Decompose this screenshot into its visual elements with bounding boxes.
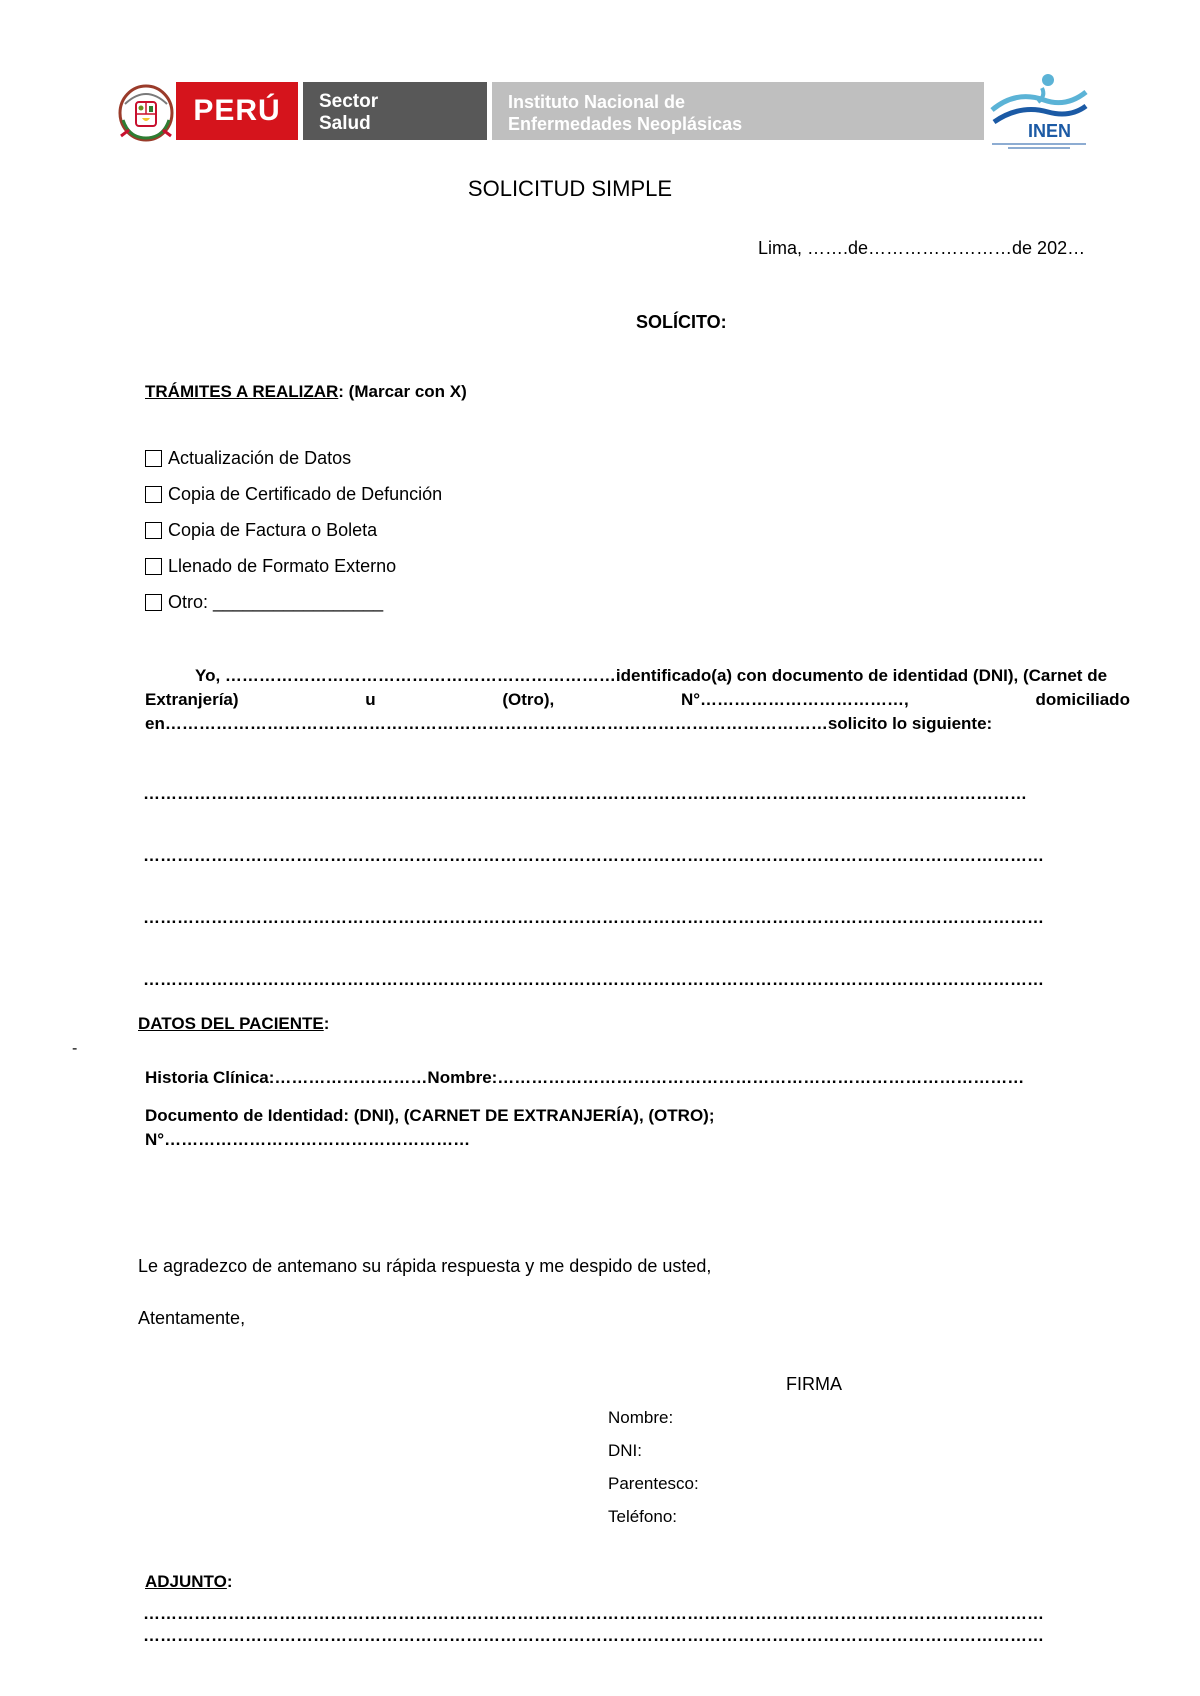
- option-otro[interactable]: [145, 592, 383, 613]
- option-certificado[interactable]: [145, 484, 442, 505]
- request-word: u: [365, 690, 376, 709]
- option-actualizacion[interactable]: [145, 448, 351, 469]
- adjunto-line[interactable]: ……………………………………………………………………………………………………………………………………………: [143, 1626, 1044, 1645]
- adjunto-suffix: :: [226, 1572, 233, 1591]
- inen-logo-text: INEN: [1028, 121, 1072, 141]
- request-word: Extranjería): [145, 690, 239, 709]
- tramites-label: TRÁMITES A REALIZAR: [145, 382, 339, 401]
- peru-label: PERÚ: [193, 94, 281, 127]
- option-factura[interactable]: [145, 520, 377, 541]
- checkbox[interactable]: [145, 486, 162, 503]
- checkbox[interactable]: [145, 594, 162, 611]
- adjunto-heading: [145, 1572, 233, 1592]
- datos-label: DATOS DEL PACIENTE: [138, 1014, 324, 1033]
- closing-text: Le agradezco de antemano su rápida respuesta y me despido de usted,: [138, 1256, 712, 1276]
- request-word: domiciliado: [1035, 690, 1130, 709]
- checkbox[interactable]: [145, 558, 162, 575]
- blank-line[interactable]: ……………………………………………………………………………………………………………………………………………: [143, 846, 1044, 865]
- documento-line1: Documento de Identidad: (DNI), (CARNET DE EXTRANJERÍA), (OTRO);: [145, 1106, 715, 1125]
- date-line: Lima, …….de……………………de 202…: [758, 238, 1086, 258]
- adjunto-line[interactable]: ……………………………………………………………………………………………………………………………………………: [143, 1604, 1044, 1623]
- signature-field-nombre[interactable]: Nombre:: [608, 1408, 674, 1427]
- peru-coat-of-arms-icon: [117, 80, 175, 142]
- tramites-suffix: : (Marcar con X): [338, 382, 467, 401]
- request-word: N°………………………………,: [680, 690, 909, 709]
- option-formato-externo[interactable]: [145, 556, 396, 577]
- request-paragraph: [145, 664, 1130, 736]
- sector-line1: Sector: [319, 91, 379, 112]
- request-line2: [145, 688, 1130, 712]
- request-line3: en………………………………………………………………………………………………………solicito lo siguiente:: [145, 714, 993, 733]
- adjunto-label: ADJUNTO: [145, 1572, 227, 1591]
- option-label: Copia de Factura o Boleta: [168, 520, 378, 540]
- option-label: Actualización de Datos: [168, 448, 352, 468]
- institute-box: [492, 82, 984, 140]
- historia-nombre-line[interactable]: Historia Clínica:………………………Nombre:…………………………………………………………………………………: [145, 1068, 1025, 1087]
- request-word: (Otro),: [502, 690, 555, 709]
- peru-brand-box: [176, 82, 298, 140]
- dash-mark: -: [72, 1040, 78, 1057]
- signature-field-dni[interactable]: DNI:: [608, 1441, 642, 1460]
- sector-salud-box: [303, 82, 487, 140]
- document-title: SOLICITUD SIMPLE: [467, 176, 673, 201]
- option-label: Llenado de Formato Externo: [168, 556, 397, 576]
- atentamente-text: Atentamente,: [138, 1308, 246, 1328]
- option-label: Copia de Certificado de Defunción: [168, 484, 443, 504]
- checkbox[interactable]: [145, 450, 162, 467]
- blank-line[interactable]: ……………………………………………………………………………………………………………………………………………: [143, 970, 1044, 989]
- request-line1: Yo, ……………………………………………………………identificado(a) con documento de identidad (DNI), (Carnet de: [195, 666, 1108, 685]
- firma-label: FIRMA: [786, 1374, 842, 1394]
- tramites-heading: [145, 382, 467, 402]
- signature-field-parentesco[interactable]: Parentesco:: [608, 1474, 699, 1493]
- datos-suffix: :: [323, 1014, 330, 1033]
- institute-line1: Instituto Nacional de: [508, 92, 686, 112]
- inen-logo-icon: [986, 70, 1096, 150]
- documento-line2: N°………………………………………………: [145, 1130, 471, 1149]
- signature-field-telefono[interactable]: Teléfono:: [608, 1507, 677, 1526]
- checkbox[interactable]: [145, 522, 162, 539]
- sector-line2: Salud: [319, 113, 371, 134]
- solicito-heading: SOLÍCITO:: [636, 312, 727, 332]
- blank-line[interactable]: ……………………………………………………………………………………………………………………………………………: [143, 908, 1044, 927]
- documento-identidad[interactable]: [145, 1104, 714, 1152]
- blank-line[interactable]: …………………………………………………………………………………………………………………………………………: [143, 784, 1027, 803]
- institute-line2: Enfermedades Neoplásicas: [508, 114, 743, 134]
- option-label: Otro: _________________: [168, 592, 384, 612]
- datos-heading: [138, 1014, 329, 1034]
